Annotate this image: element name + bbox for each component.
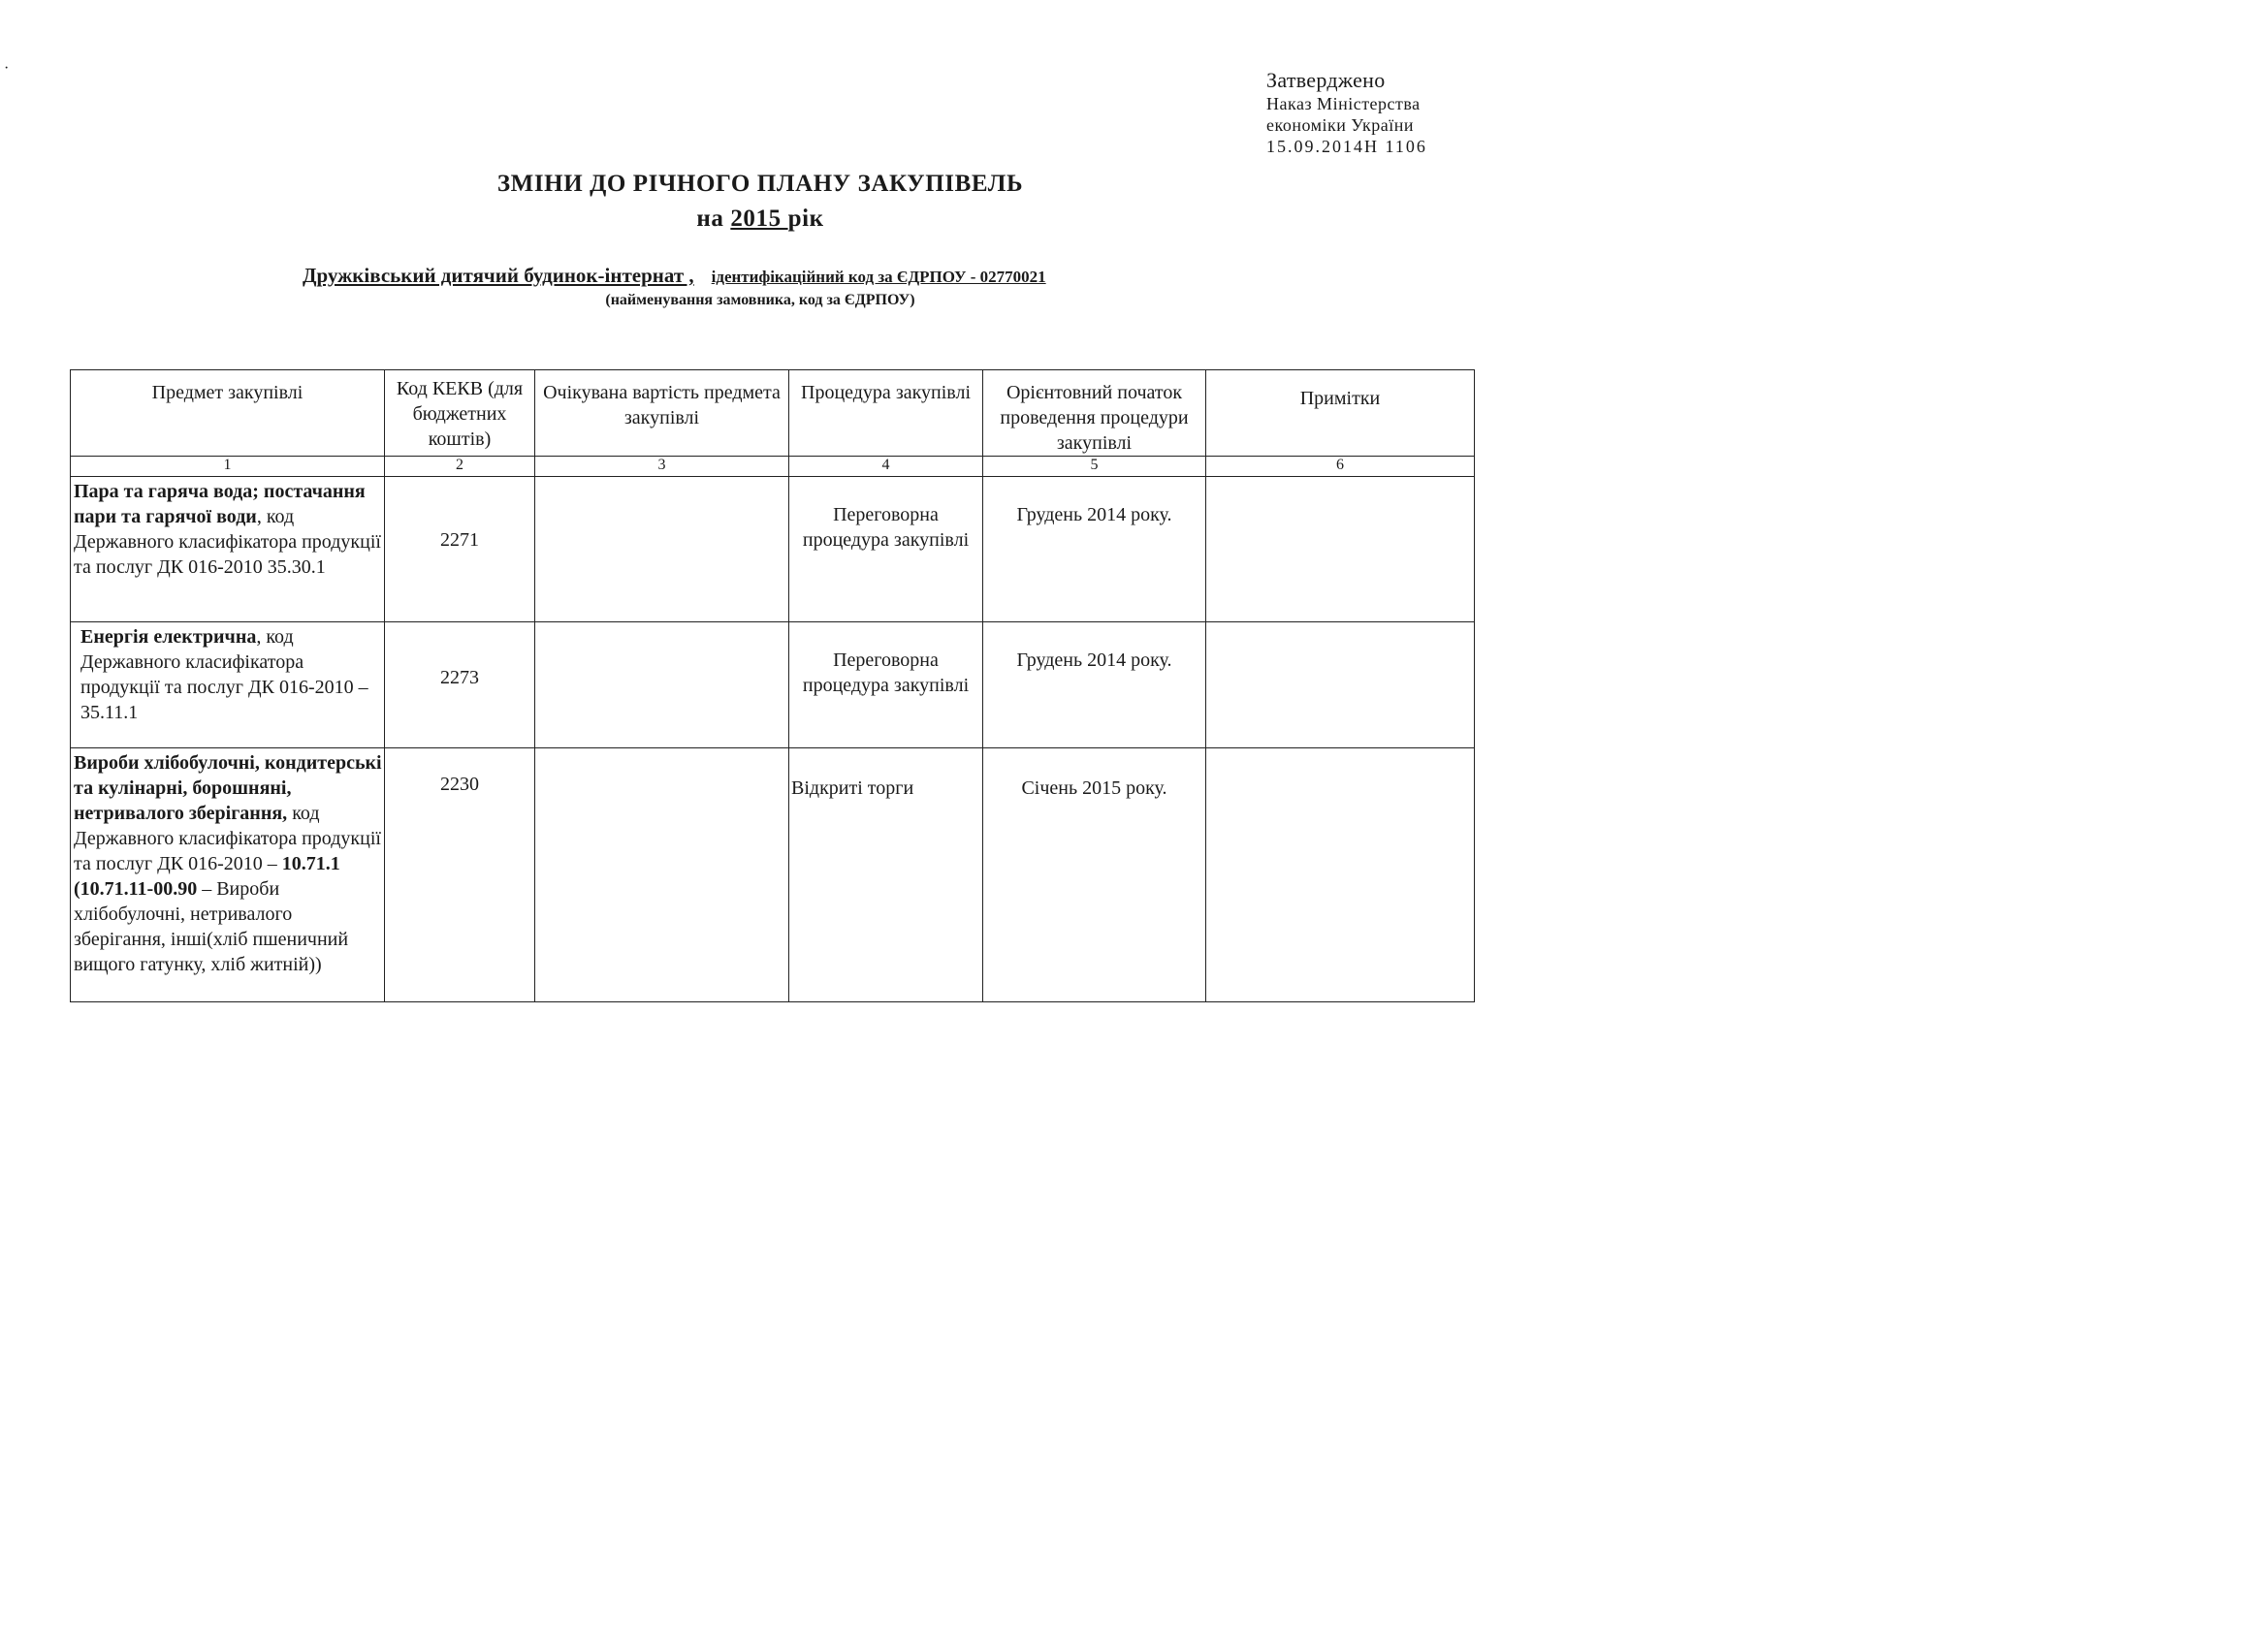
subject-bold: Енергія електрична [80,626,257,648]
customer-name: Дружківський дитячий будинок-інтернат , [303,264,694,287]
title-line-2 [0,206,1520,233]
procurement-table [70,369,1475,1002]
procedure-cell: Переговорна процедура закупівлі [789,477,983,622]
title-year: 2015 [730,206,788,232]
title-suffix: рік [787,206,824,232]
subject-text: , код Державного класифікатора продукції та послуг ДК 016-2010 – 35.11.1 [80,626,368,723]
kekv-cell: 2271 [385,477,535,622]
notes-cell [1206,622,1475,748]
subject-cell [71,477,385,622]
kekv-cell: 2230 [385,748,535,1002]
column-number: 6 [1206,457,1475,477]
customer-caption: (найменування замовника, код за ЄДРПОУ) [605,292,915,308]
subject-text: , код Державного класифікатора продукції та послуг ДК 016-2010 35.30.1 [74,506,381,578]
subject-cell [71,622,385,748]
subject-code: 10.71.1 [281,853,340,874]
title-line-1: ЗМІНИ ДО РІЧНОГО ПЛАНУ ЗАКУПІВЕЛЬ [496,171,1024,197]
start-cell: Грудень 2014 року. [983,477,1206,622]
notes-cell [1206,477,1475,622]
document-title [0,171,1520,233]
start-cell: Грудень 2014 року. [983,622,1206,748]
column-number-row [71,457,1475,477]
subject-cell [71,748,385,1002]
start-cell: Січень 2015 року. [983,748,1206,1002]
header-notes: Примітки [1206,370,1475,457]
approval-head: Затверджено [1266,68,1386,92]
approval-line-3: 15.09.2014Н 1106 [1266,137,1427,156]
title-prefix: на [696,206,731,232]
column-number: 2 [385,457,535,477]
cost-cell [535,477,789,622]
table-row [71,748,1475,1002]
procedure-cell: Відкриті торги [789,748,983,1002]
column-number: 4 [789,457,983,477]
header-kekv: Код КЕКВ (для бюджетних коштів) [385,370,535,457]
subject-text: код Державного класифікатора продукції та послуг ДК 016-2010 – [74,803,381,874]
subject-text-rest: – Вироби хлібобулочні, нетривалого зберігання, інші(хліб пшеничний вищого гатунку, хліб житній)) [74,878,349,975]
header-procedure: Процедура закупівлі [789,370,983,457]
approval-stamp [1266,68,1427,157]
header-subject: Предмет закупівлі [71,370,385,457]
subject-subcode: (10.71.11-00.90 [74,878,198,900]
scan-speck: · [4,60,10,77]
approval-line-1: Наказ Міністерства [1266,94,1421,113]
kekv-cell: 2273 [385,622,535,748]
table-row [71,622,1475,748]
customer-code: ідентифікаційний код за ЄДРПОУ - 02770021 [711,268,1046,286]
customer-line [303,264,1233,288]
column-number: 3 [535,457,789,477]
cost-cell [535,622,789,748]
table-row [71,477,1475,622]
subject-bold: Вироби хлібобулочні, кондитерські та кулінарні, борошняні, нетривалого зберігання, [74,752,382,824]
approval-line-2: економіки України [1266,115,1415,135]
column-number: 1 [71,457,385,477]
cost-cell [535,748,789,1002]
subject-bold: Пара та гаряча вода; постачання пари та гарячої води [74,481,366,527]
notes-cell [1206,748,1475,1002]
column-number: 5 [983,457,1206,477]
header-start: Орієнтовний початок проведення процедури закупівлі [983,370,1206,457]
header-cost: Очікувана вартість предмета закупівлі [535,370,789,457]
header-row [71,370,1475,457]
procedure-cell: Переговорна процедура закупівлі [789,622,983,748]
